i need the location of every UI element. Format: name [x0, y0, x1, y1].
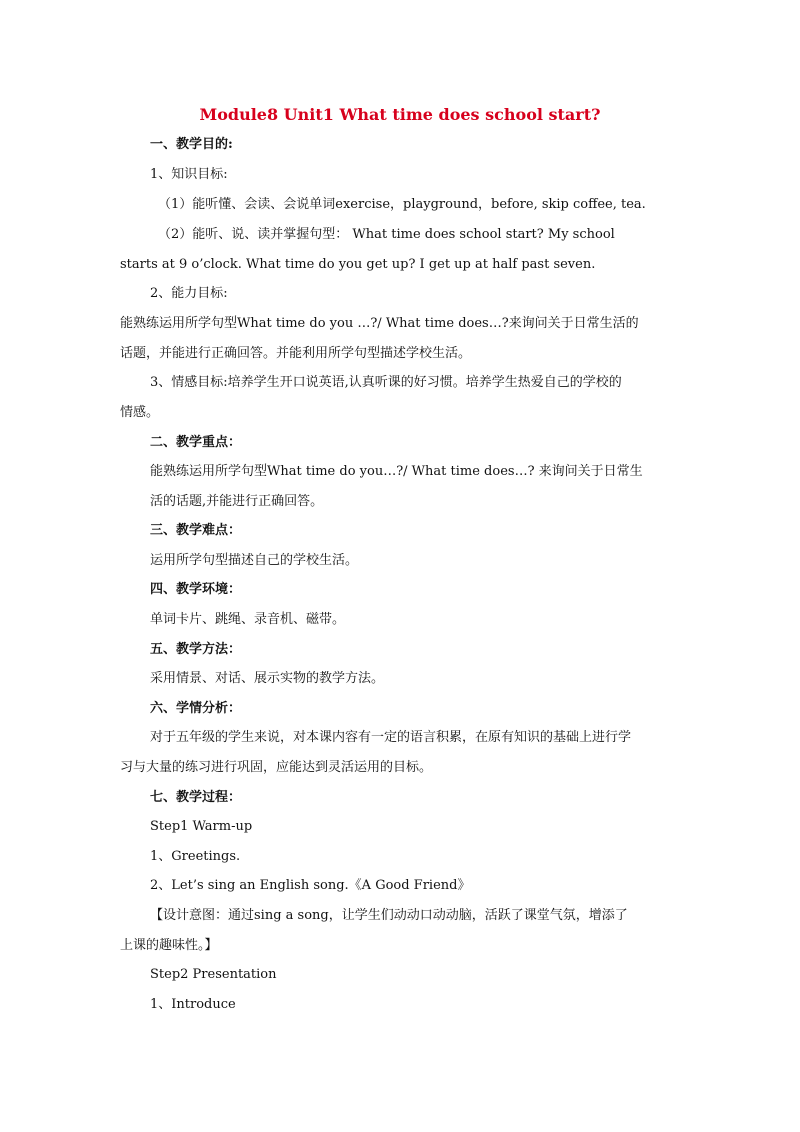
list-item: 1、Greetings.: [150, 849, 241, 864]
section-heading-process: 七、教学过程：: [150, 790, 242, 805]
step-heading: Step2 Presentation: [150, 967, 277, 982]
step-heading: Step1 Warm-up: [150, 819, 253, 834]
paragraph-line: 情感。: [120, 405, 160, 420]
paragraph-line: 【设计意图：通过sing a song，让学生们动动口动动脑，活跃了课堂气氛，增添了: [150, 908, 628, 923]
section-heading-environment: 四、教学环境：: [150, 582, 242, 597]
section-heading-difficulties: 三、教学难点：: [150, 523, 242, 538]
paragraph-line: 单词卡片、跳绳、录音机、磁带。: [150, 612, 346, 627]
paragraph-line: 对于五年级的学生来说，对本课内容有一定的语言积累，在原有知识的基础上进行学: [150, 730, 632, 745]
sub-heading-knowledge: 1、知识目标:: [150, 167, 228, 182]
section-heading-methods: 五、教学方法：: [150, 642, 242, 657]
sub-heading-ability: 2、能力目标:: [150, 286, 228, 301]
paragraph-line: （2）能听、说、读并掌握句型： What time does school start? My school: [158, 227, 615, 242]
paragraph-line: starts at 9 o’clock. What time do you get up? I get up at half past seven.: [120, 257, 596, 272]
document-title: Module8 Unit1 What time does school start?: [199, 105, 601, 124]
paragraph-line: 能熟练运用所学句型What time do you…?/ What time does…? 来询问关于日常生: [150, 464, 643, 479]
paragraph-line: 习与大量的练习进行巩固，应能达到灵活运用的目标。: [120, 760, 433, 775]
section-heading-analysis: 六、学情分析：: [150, 701, 242, 716]
section-heading-objectives: 一、教学目的:: [150, 137, 233, 152]
paragraph-line: 活的话题,并能进行正确回答。: [150, 494, 324, 509]
section-heading-key-points: 二、教学重点：: [150, 435, 242, 450]
paragraph-line: 上课的趣味性。】: [120, 938, 218, 953]
paragraph-line: （1）能听懂、会读、会说单词exercise，playground，before, skip coffee, tea.: [158, 197, 646, 212]
paragraph-line: 运用所学句型描述自己的学校生活。: [150, 553, 359, 568]
paragraph-line: 3、情感目标:培养学生开口说英语,认真听课的好习惯。培养学生热爱自己的学校的: [150, 375, 622, 390]
list-item: 2、Let’s sing an English song.《A Good Friend》: [150, 878, 471, 893]
paragraph-line: 话题，并能进行正确回答。并能利用所学句型描述学校生活。: [120, 346, 472, 361]
list-item: 1、Introduce: [150, 997, 236, 1012]
paragraph-line: 能熟练运用所学句型What time do you …?/ What time does…?来询问关于日常生活的: [120, 316, 639, 331]
paragraph-line: 采用情景、对话、展示实物的教学方法。: [150, 671, 385, 686]
